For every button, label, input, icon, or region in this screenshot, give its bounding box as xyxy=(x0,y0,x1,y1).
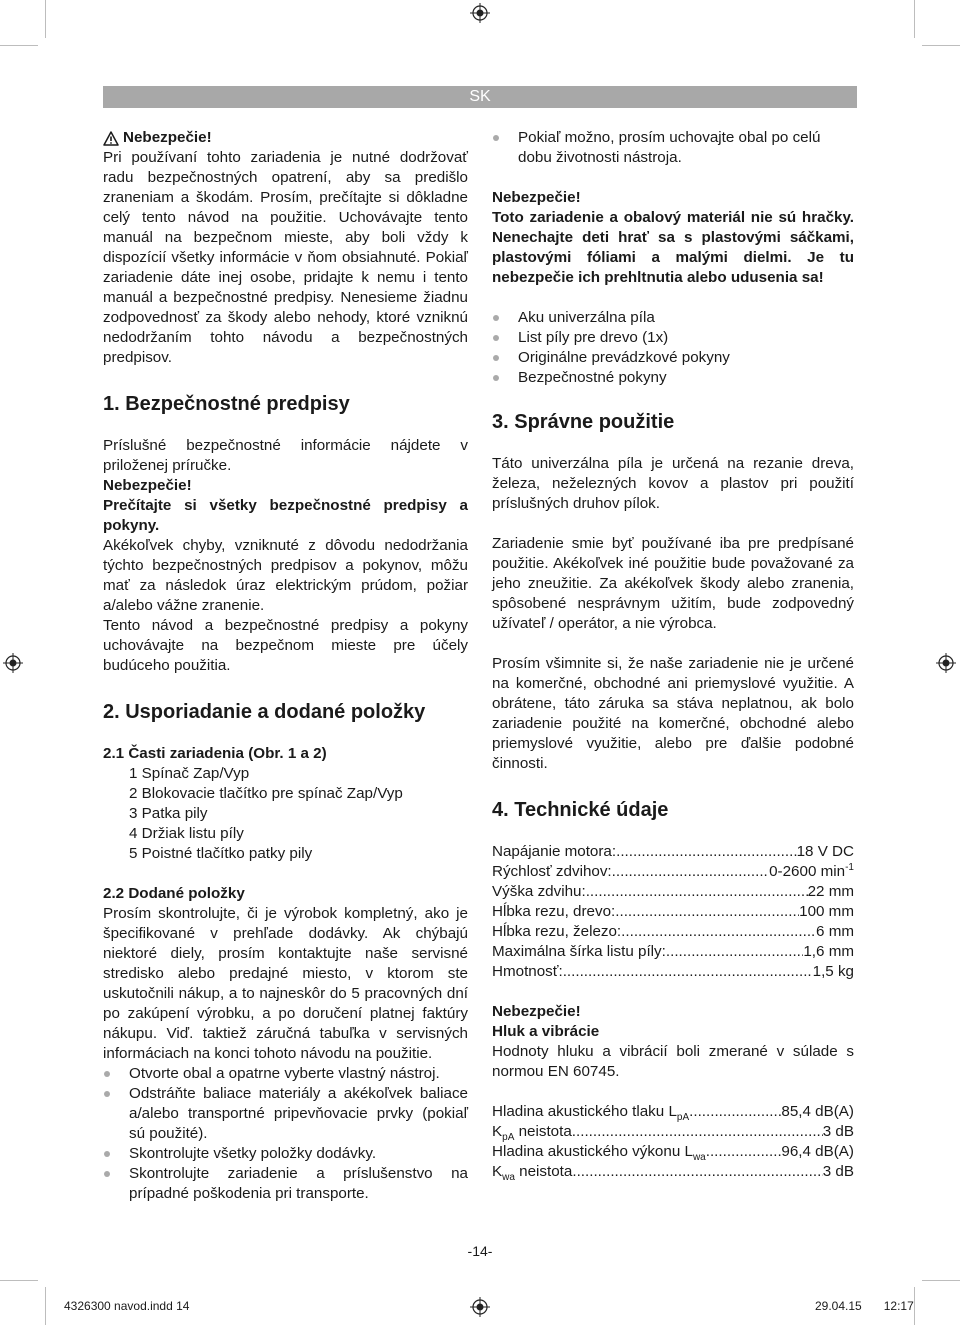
spec-value: 0-2600 min xyxy=(769,863,846,880)
noise-label: K xyxy=(492,1123,503,1140)
section-3-paragraph-2: Zariadenie smie byť používané iba pre predpísané použitie. Akékoľvek iné použitie bude považované za jeho zneužitie. Za akékoľvek škody alebo zranenia, spôsobené nesprávnym užitím, bude zodpovedný užívateľ / operátor, a nie výrobca. xyxy=(492,535,854,632)
crop-mark xyxy=(914,0,915,38)
noise-label-sub: pA xyxy=(502,1132,515,1144)
warning-triangle-icon xyxy=(103,131,119,146)
noise-row xyxy=(492,1162,854,1182)
spec-label: Rýchlosť zdvihov: xyxy=(492,863,612,880)
spec-label: Hĺbka rezu, drevo: xyxy=(492,903,616,920)
spec-value: 22 mm xyxy=(807,883,854,900)
spec-label: Hmotnosť: xyxy=(492,963,563,980)
footer-file: 4326300 navod.indd 14 xyxy=(64,1299,190,1313)
registration-mark-icon xyxy=(936,653,956,673)
left-column xyxy=(103,128,468,1204)
crop-mark xyxy=(922,1280,960,1281)
noise-label: Hladina akustického tlaku L xyxy=(492,1103,677,1120)
spec-value: 1,5 kg xyxy=(812,963,854,980)
section-3-paragraph-3: Prosím všimnite si, že naše zariadenie nie je určené na komerčné, obchodné ani priemyslové využitie. A obrátene, táto záruka sa stáva neplatnou, ak bolo zariadenie použité na komerčné, obchodné alebo priemyslové využitie, alebo pre ďalšie podobné činnosti. xyxy=(492,655,854,772)
section-3-title: 3. Správne použitie xyxy=(492,411,675,433)
noise-row xyxy=(492,1122,854,1142)
list-item: 1 Spínač Zap/Vyp xyxy=(129,765,250,782)
list-item: Skontrolujte zariadenie a príslušenstvo na prípadné poškodenia pri transporte. xyxy=(103,1164,468,1204)
registration-mark-icon xyxy=(470,3,490,23)
spec-label: Maximálna šírka listu píly: xyxy=(492,943,666,960)
list-item: 4 Držiak listu píly xyxy=(129,825,244,842)
list-item: Odstráňte baliace materiály a akékoľvek baliace a/alebo transportné pripevňovacie prvky (pokiaľ sú použité). xyxy=(103,1084,468,1144)
noise-text: Hodnoty hluku a vibrácií boli zmerané v súlade s normou EN 60745. xyxy=(492,1043,854,1080)
noise-warning: Nebezpečie! xyxy=(492,1003,581,1020)
noise-label: K xyxy=(492,1163,503,1180)
registration-mark-icon xyxy=(470,1297,490,1317)
list-item: 3 Patka pily xyxy=(129,805,208,822)
spec-row xyxy=(492,962,854,982)
noise-label-suffix: neistota xyxy=(514,1123,572,1140)
footer-time: 12:17 xyxy=(883,1299,914,1313)
noise-value: 3 dB xyxy=(822,1123,854,1140)
spec-label: Napájanie motora: xyxy=(492,843,617,860)
spec-table xyxy=(492,842,854,982)
noise-label-suffix: neistota xyxy=(514,1163,573,1180)
section-1-intro: Príslušné bezpečnostné informácie nájdete v priloženej príručke. xyxy=(103,437,468,474)
list-item: Bezpečnostné pokyny xyxy=(492,368,854,388)
warning-title: Nebezpečie! xyxy=(123,129,212,146)
list-item: Pokiaľ možno, prosím uchovajte obal po celú dobu životnosti nástroja. xyxy=(492,128,854,168)
noise-value: 3 dB xyxy=(822,1163,854,1180)
noise-label: Hladina akustického výkonu L xyxy=(492,1143,693,1160)
parts-list xyxy=(103,764,468,864)
warning-text: Pri používaní tohto zariadenia je nutné dodržovať radu bezpečnostných opatrení, aby sa predišlo zraneniam a škodám. Prosím, prečítajte si dôkladne celý tento návod na použitie. Uchovávajte tento manuál na bezpečnom mieste, aby boli vždy k dispozícií všetky informácie v ňom obsiahnuté. Pokiaľ zariadenie dáte inej osobe, pridajte k nemu i tento manuál a bezpečnostné predpisy. Nenesieme žiadnu zodpovednosť za škody alebo nehody, ktoré vzniknú nedodržaním tohto návodu a bezpečnostných predpisov. xyxy=(103,149,468,366)
spec-value: 18 V DC xyxy=(796,843,854,860)
list-item: 5 Poistné tlačítko patky pily xyxy=(129,845,313,862)
footer-date: 29.04.15 xyxy=(815,1299,862,1313)
spec-row xyxy=(492,882,854,902)
packaging-note xyxy=(492,128,854,168)
list-item: 2 Blokovacie tlačítko pre spínač Zap/Vyp xyxy=(129,785,403,802)
noise-row xyxy=(492,1102,854,1122)
warning-heading xyxy=(103,128,468,148)
spec-label: Výška zdvihu: xyxy=(492,883,586,900)
crop-mark xyxy=(0,1280,38,1281)
checklist xyxy=(103,1064,468,1204)
list-item: Aku univerzálna píla xyxy=(492,308,854,328)
footer-timestamp xyxy=(815,1299,914,1313)
crop-mark xyxy=(45,0,46,38)
spec-value: 6 mm xyxy=(816,923,854,940)
section-1-text-2: Tento návod a bezpečnostné predpisy a pokyny uchovávajte na bezpečnom mieste pre účely budúceho použitia. xyxy=(103,617,468,674)
section-4-title: 4. Technické údaje xyxy=(492,799,669,821)
warning-text: Toto zariadenie a obalový materiál nie sú hračky. Nenechajte deti hrať sa s plastovými sáčkami, plastovými fóliami a malými dielmi. Je tu nebezpečie ich prehltnutia alebo udusenia sa! xyxy=(492,209,854,286)
subsection-2-2-title: 2.2 Dodané položky xyxy=(103,885,245,902)
section-1-title: 1. Bezpečnostné predpisy xyxy=(103,393,350,415)
noise-table xyxy=(492,1102,854,1182)
crop-mark xyxy=(914,1287,915,1325)
section-1-warning-text: Prečítajte si všetky bezpečnostné predpisy a pokyny. xyxy=(103,497,468,534)
spec-row xyxy=(492,842,854,862)
list-item: Otvorte obal a opatrne vyberte vlastný nástroj. xyxy=(103,1064,468,1084)
warning-title: Nebezpečie! xyxy=(492,189,581,206)
spec-label: Hĺbka rezu, železo: xyxy=(492,923,622,940)
spec-row xyxy=(492,862,854,882)
subsection-2-2-text: Prosím skontrolujte, či je výrobok kompletný, ako je špecifikované v prehľade dodávky. Ak chýbajú niektoré diely, prosím kontaktujte naše servisné stredisko alebo predajné miesto, v ktorom ste uskutočnili nákup, a to najneskôr do 5 pracovných dní po zakúpení výrobku, a po doručení platnej faktúry nákupu. Viď. taktiež záručná tabuľka v servisných informáciach na konci tohoto návodu na použitie. xyxy=(103,905,468,1062)
spec-value: 100 mm xyxy=(799,903,854,920)
noise-title: Hluk a vibrácie xyxy=(492,1023,600,1040)
right-column xyxy=(492,128,854,1182)
spec-row xyxy=(492,942,854,962)
language-header: SK xyxy=(103,86,857,108)
subsection-2-1-title: 2.1 Časti zariadenia (Obr. 1 a 2) xyxy=(103,745,327,762)
list-item: List píly pre drevo (1x) xyxy=(492,328,854,348)
registration-mark-icon xyxy=(3,653,23,673)
noise-value: 85,4 dB(A) xyxy=(781,1103,854,1120)
noise-value: 96,4 dB(A) xyxy=(781,1143,854,1160)
noise-label-sub: pA xyxy=(676,1112,690,1124)
spec-value: 1,6 mm xyxy=(803,943,854,960)
noise-label-sub: wa xyxy=(692,1152,706,1164)
list-item: Originálne prevádzkové pokyny xyxy=(492,348,854,368)
page-number: -14- xyxy=(467,1243,493,1259)
noise-label-sub: wa xyxy=(502,1172,515,1184)
noise-row xyxy=(492,1142,854,1162)
list-item: Skontrolujte všetky položky dodávky. xyxy=(103,1144,468,1164)
spec-row xyxy=(492,922,854,942)
spec-row xyxy=(492,902,854,922)
crop-mark xyxy=(45,1287,46,1325)
section-3-paragraph-1: Táto univerzálna píla je určená na rezanie dreva, železa, neželezných kovov a plastov pri použití príslušných druhov pílok. xyxy=(492,455,854,512)
section-2-title: 2. Usporiadanie a dodané položky xyxy=(103,701,426,723)
section-1-text-1: Akékoľvek chyby, vzniknuté z dôvodu nedodržania týchto bezpečnostných predpisov a pokynov, môžu mať za následok úraz elektrickým prúdom, požiar a/alebo vážne zranenie. xyxy=(103,537,468,614)
spec-unit-exponent: -1 xyxy=(845,861,854,873)
delivery-items xyxy=(492,308,854,388)
crop-mark xyxy=(922,45,960,46)
crop-mark xyxy=(0,45,38,46)
section-1-warning: Nebezpečie! xyxy=(103,477,192,494)
